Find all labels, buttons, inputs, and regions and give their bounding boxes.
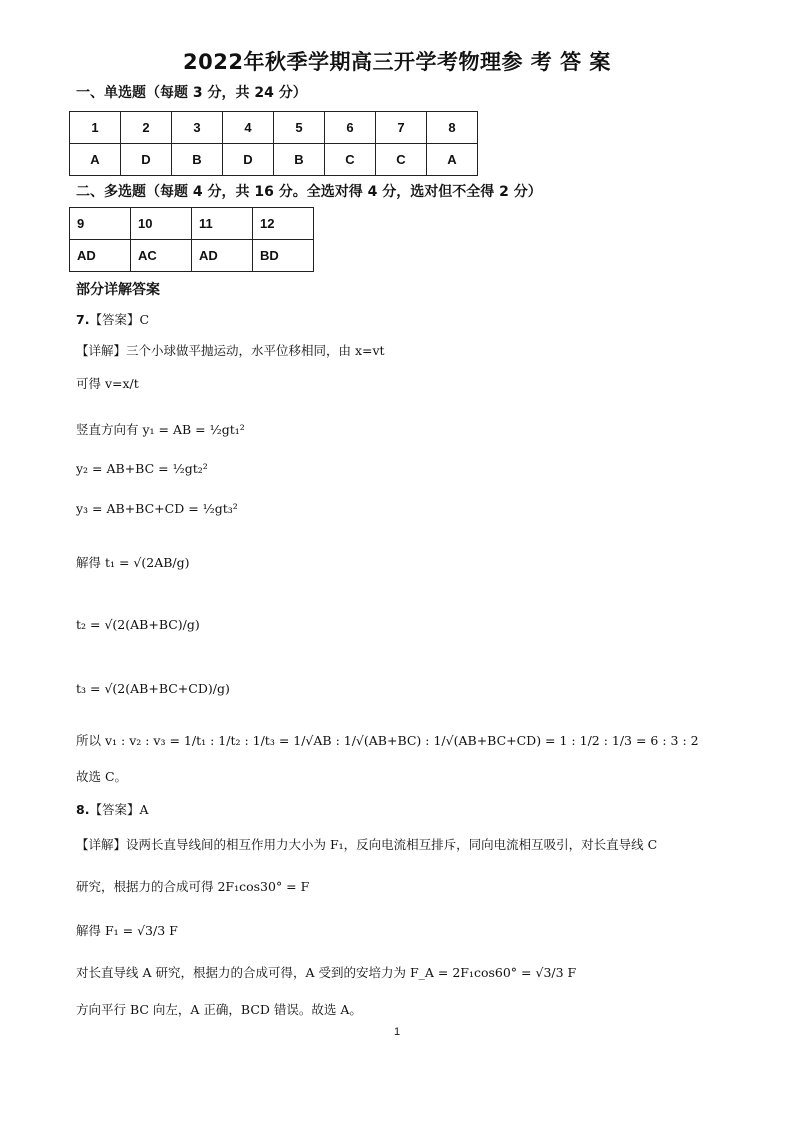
q7-line-3: y₂ = AB+BC = ½gt₂² bbox=[76, 461, 208, 476]
table-cell: 6 bbox=[325, 112, 376, 144]
q8-detail: 【详解】设两长直导线间的相互作用力大小为 F₁，反向电流相互排斥，同向电流相互吸引，对长直导线 C bbox=[76, 837, 658, 852]
table-cell: AC bbox=[131, 240, 192, 272]
q7-number: 7. bbox=[76, 312, 90, 327]
q8-answer-line bbox=[76, 800, 148, 818]
table-cell: AD bbox=[192, 240, 253, 272]
q8-line-2: 解得 F₁ = √3/3 F bbox=[76, 923, 178, 938]
table-cell: D bbox=[223, 144, 274, 176]
page-number: 1 bbox=[393, 1026, 401, 1038]
section-1-heading: 一、单选题（每题 3 分，共 24 分） bbox=[76, 85, 307, 101]
q7-line-8: 所以 v₁ : v₂ : v₃ = 1/t₁ : 1/t₂ : 1/t₃ = 1/√AB : 1/√(AB+BC) : 1/√(AB+BC+CD) = 1 : 1/2 : 1/3 = 6 : 3 : 2 bbox=[76, 733, 699, 748]
q7-line-5: 解得 t₁ = √(2AB/g) bbox=[76, 555, 190, 570]
table-cell: 7 bbox=[376, 112, 427, 144]
detail-heading: 部分详解答案 bbox=[76, 282, 160, 298]
table-cell: 9 bbox=[70, 208, 131, 240]
table-cell: A bbox=[427, 144, 478, 176]
q7-line-1: 可得 v=x/t bbox=[76, 376, 139, 391]
table-cell: D bbox=[121, 144, 172, 176]
q7-detail: 【详解】三个小球做平抛运动，水平位移相同，由 x=vt bbox=[76, 343, 385, 358]
table-cell: C bbox=[376, 144, 427, 176]
q7-line-2: 竖直方向有 y₁ = AB = ½gt₁² bbox=[76, 422, 245, 437]
q8-line-3: 对长直导线 A 研究，根据力的合成可得，A 受到的安培力为 F_A = 2F₁cos60° = √3/3 F bbox=[76, 965, 577, 980]
table-cell: 5 bbox=[274, 112, 325, 144]
multi-choice-table bbox=[69, 207, 314, 272]
table-cell: 8 bbox=[427, 112, 478, 144]
q7-line-7: t₃ = √(2(AB+BC+CD)/g) bbox=[76, 681, 230, 696]
table-row bbox=[70, 144, 478, 176]
q8-line-4: 方向平行 BC 向左，A 正确，BCD 错误。故选 A。 bbox=[76, 1002, 362, 1017]
table-cell: 11 bbox=[192, 208, 253, 240]
table-cell: 10 bbox=[131, 208, 192, 240]
q8-number: 8. bbox=[76, 802, 90, 817]
table-row bbox=[70, 208, 314, 240]
q7-answer-line bbox=[76, 310, 149, 328]
table-cell: BD bbox=[253, 240, 314, 272]
table-cell: B bbox=[274, 144, 325, 176]
q7-line-4: y₃ = AB+BC+CD = ½gt₃² bbox=[76, 501, 238, 516]
table-row bbox=[70, 240, 314, 272]
page-title: 2022年秋季学期高三开学考物理参 考 答 案 bbox=[183, 50, 611, 74]
table-cell: A bbox=[70, 144, 121, 176]
q8-line-1: 研究，根据力的合成可得 2F₁cos30° = F bbox=[76, 879, 310, 894]
table-cell: AD bbox=[70, 240, 131, 272]
section-2-heading: 二、多选题（每题 4 分，共 16 分。全选对得 4 分，选对但不全得 2 分） bbox=[76, 184, 542, 200]
table-cell: 1 bbox=[70, 112, 121, 144]
table-cell: B bbox=[172, 144, 223, 176]
table-cell: 3 bbox=[172, 112, 223, 144]
table-cell: 4 bbox=[223, 112, 274, 144]
table-cell: 2 bbox=[121, 112, 172, 144]
table-cell: 12 bbox=[253, 208, 314, 240]
q7-conclusion: 故选 C。 bbox=[76, 769, 128, 784]
table-cell: C bbox=[325, 144, 376, 176]
q7-line-6: t₂ = √(2(AB+BC)/g) bbox=[76, 617, 200, 632]
q8-answer: 【答案】A bbox=[89, 802, 149, 817]
single-choice-table bbox=[69, 111, 478, 176]
table-row bbox=[70, 112, 478, 144]
q7-answer: 【答案】C bbox=[89, 312, 150, 327]
